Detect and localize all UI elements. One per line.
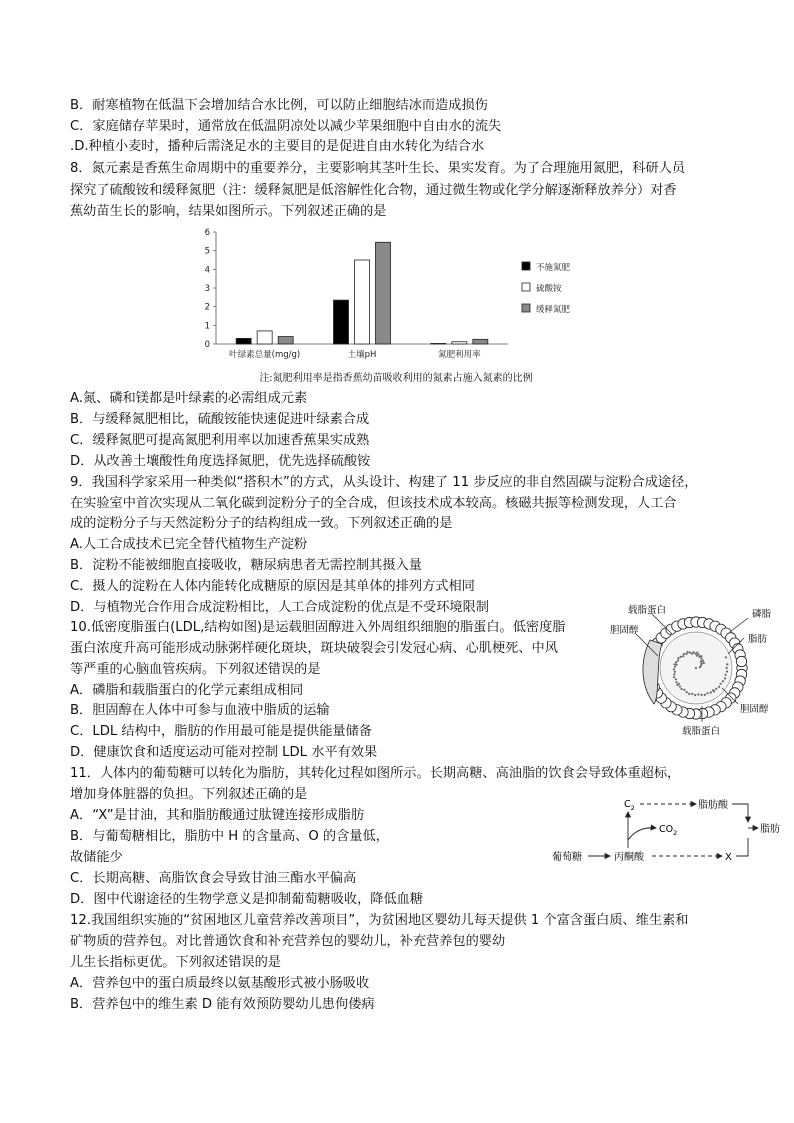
q8-option-b: B．与缓释氮肥相比，硫酸铵能快速促进叶绿素合成	[70, 412, 370, 427]
core-lipid-dot	[673, 676, 675, 678]
q8-stem-line3: 蕉幼苗生长的影响，结果如图所示。下列叙述正确的是	[70, 204, 387, 219]
q11-option-b-line1: B．与葡萄糖相比，脂肪中 H 的含量高、O 的含量低，	[70, 829, 389, 844]
q8-option-d: D．从改善土壤酸性角度选择氮肥，优先选择硫酸铵	[70, 454, 371, 469]
label-cholesterol-left: 胆固醇	[610, 625, 639, 636]
core-lipid-dot	[700, 664, 702, 666]
label-apolipoprotein-top: 载脂蛋白	[628, 605, 667, 616]
core-lipid-dot	[673, 673, 675, 675]
q9-option-b: B．淀粉不能被细胞直接吸收，糖尿病患者无需控制其摄入量	[70, 558, 422, 573]
core-lipid-dot	[675, 664, 677, 666]
chart-note: 注:氮肥利用率是指香蕉幼苗吸收利用的氮素占施入氮素的比例	[259, 373, 533, 384]
core-lipid-dot	[675, 681, 677, 683]
core-lipid-dot	[725, 656, 727, 658]
label-co2: $CO_2$	[659, 824, 678, 837]
q7-option-c: C．家庭储存苹果时，通常放在低温阴凉处以减少苹果细胞中自由水的流失	[70, 119, 502, 134]
q9-option-a: A.人工合成技术已完全替代植物生产淀粉	[70, 537, 308, 552]
q11-option-a: A．“X”是甘油，其和脂肪酸通过肽键连接形成脂肪	[70, 808, 365, 823]
core-lipid-dot	[686, 691, 688, 693]
core-lipid-dot	[724, 677, 726, 679]
q11-stem-line2: 增加身体脏器的负担。下列叙述正确的是	[70, 787, 308, 802]
y-tick-label: 6	[204, 228, 210, 238]
label-fatty-acid: 脂肪酸	[698, 800, 728, 811]
q8-bar-chart	[200, 222, 592, 388]
label-c2: $C_2$	[624, 799, 635, 812]
core-lipid-dot	[687, 651, 689, 653]
label-pyruvate: 丙酮酸	[614, 852, 644, 863]
core-lipid-dot	[673, 668, 675, 670]
bar-1-1	[355, 260, 370, 344]
bar-0-2	[431, 343, 446, 344]
q11-option-d: D．图中代谢途径的生物学意义是抑制葡萄糖吸收，降低血糖	[70, 892, 424, 907]
label-apolipoprotein-bottom: 载脂蛋白	[682, 726, 721, 737]
bar-0-0	[236, 338, 251, 344]
q9-stem-line3: 成的淀粉分子与天然淀粉分子的结构组成一致。下列叙述正确的是	[70, 516, 453, 531]
y-tick-label: 1	[204, 321, 210, 332]
y-tick-label: 4	[204, 265, 210, 276]
core-lipid-dot	[674, 671, 676, 673]
core-lipid-dot	[680, 656, 682, 658]
core-lipid-dot	[694, 694, 696, 696]
legend-label: 缓释氮肥	[536, 305, 571, 315]
core-lipid-dot	[697, 693, 699, 695]
q12-stem-line2: 矿物质的营养包。对比普通饮食和补充营养包的婴幼儿，补充营养包的婴幼	[70, 934, 506, 949]
bar-1-0	[257, 331, 272, 344]
q12-option-a: A．营养包中的蛋白质最终以氨基酸形式被小肠吸收	[70, 976, 370, 991]
arrow-x-fat	[736, 838, 748, 856]
q9-option-c: C．摄人的淀粉在人体内能转化成糖原的原因是其单体的排列方式相同	[70, 579, 475, 594]
core-lipid-dot	[675, 661, 677, 663]
core-lipid-dot	[726, 663, 728, 665]
core-lipid-dot	[681, 688, 683, 690]
q11-option-c: C．长期高糖、高脂饮食会导致甘油三酯水平偏高	[70, 871, 357, 886]
x-category-label: 土壤pH	[347, 350, 377, 360]
core-lipid-dot	[718, 686, 720, 688]
y-tick-label: 2	[204, 302, 210, 313]
q11-stem-line1: 11．人体内的葡萄糖可以转化为脂肪，其转化过程如图所示。长期高糖、高油脂的饮食会导致体重超标，	[70, 766, 681, 781]
ldl-structure-figure	[610, 600, 782, 740]
core-lipid-dot	[701, 658, 703, 660]
arrow-co2	[628, 828, 656, 840]
core-lipid-dot	[704, 694, 706, 696]
y-tick-label: 0	[204, 340, 210, 350]
q8-stem-line1: 8．氮元素是香蕉生命周期中的重要养分，主要影响其茎叶生长、果实发育。为了合理施用氮肥，科研人员	[70, 161, 686, 176]
legend-swatch	[522, 262, 530, 270]
core-lipid-dot	[683, 653, 685, 655]
core-lipid-dot	[682, 655, 684, 657]
core-lipid-dot	[679, 685, 681, 687]
core-lipid-dot	[696, 655, 698, 657]
core-lipid-dot	[683, 689, 685, 691]
q8-option-c: C．缓释氮肥可提高氮肥利用率以加速香蕉果实成熟	[70, 433, 370, 448]
core-lipid-dot	[677, 659, 679, 661]
core-lipid-dot	[673, 663, 675, 665]
legend-label: 硫酸铵	[536, 284, 562, 294]
q7-option-b: B．耐寒植物在低温下会增加结合水比例，可以防止细胞结冰而造成损伤	[70, 98, 488, 113]
q12-stem-line1: 12.我国组织实施的“贫困地区儿童营养改善项目”，为贫困地区婴幼儿每天提供 1 个富含蛋白质、维生素和	[70, 913, 689, 928]
core-lipid-dot	[675, 678, 677, 680]
core-lipid-dot	[691, 653, 693, 655]
core-lipid-dot	[689, 652, 691, 654]
core-lipid-dot	[720, 683, 722, 685]
y-tick-label: 5	[204, 246, 210, 257]
core-lipid-dot	[677, 657, 679, 659]
core-lipid-dot	[688, 693, 690, 695]
label-glucose: 葡萄糖	[552, 852, 582, 863]
core-lipid-dot	[715, 688, 717, 690]
core-lipid-dot	[712, 689, 714, 691]
q11-option-b-line2: 故储能少	[70, 850, 123, 865]
glucose-to-fat-pathway	[552, 792, 788, 864]
core-lipid-dot	[685, 653, 687, 655]
legend-label: 不施氮肥	[536, 263, 571, 273]
core-lipid-dot	[702, 660, 704, 662]
q10-stem-line3: 等严重的心脑血管疾病。下列叙述错误的是	[70, 662, 321, 677]
q9-stem-line2: 在实验室中首次实现从二氧化碳到淀粉分子的全合成，但该技术成本较高。核磁共振等检测发现，人工合	[70, 496, 677, 511]
bar-2-1	[376, 242, 391, 344]
legend-swatch	[522, 283, 530, 291]
q10-stem-line1: 10.低密度脂蛋白(LDL,结构如图)是运载胆固醇进入外周组织细胞的脂蛋白。低密度脂	[70, 620, 566, 635]
bar-2-2	[473, 339, 488, 344]
core-lipid-dot	[691, 693, 693, 695]
core-lipid-dot	[695, 653, 697, 655]
q10-option-a: A．磷脂和载脂蛋白的化学元素组成相同	[70, 683, 304, 698]
bar-2-0	[278, 337, 293, 344]
q9-option-d: D．与植物光合作用合成淀粉相比，人工合成淀粉的优点是不受环境限制	[70, 600, 489, 615]
q10-option-b: B．胆固醇在人体中可参与血液中脂质的运输	[70, 703, 330, 718]
core-lipid-dot	[725, 674, 727, 676]
core-lipid-dot	[703, 662, 705, 664]
q12-option-b: B．营养包中的维生素 D 能有效预防婴幼儿患佝偻病	[70, 997, 375, 1012]
core-lipid-dot	[700, 694, 702, 696]
q12-stem-line3: 儿生长指标更优。下列叙述错误的是	[70, 955, 281, 970]
core-lipid-dot	[707, 692, 709, 694]
core-lipid-dot	[726, 667, 728, 669]
x-category-label: 氮肥利用率	[438, 350, 481, 360]
x-category-label: 叶绿素总量(mg/g)	[229, 350, 301, 360]
q7-option-d: .D.种植小麦时，播种后需浇足水的主要目的是促进自由水转化为结合水	[70, 139, 485, 154]
core-lipid-dot	[674, 666, 676, 668]
phospholipid-head	[736, 656, 746, 666]
q8-stem-line2: 探究了硫酸铵和缓释氮肥（注：缓释氮肥是低溶解性化合物，通过微生物或化学分解逐渐释放养分）对香	[70, 183, 677, 198]
core-lipid-dot	[700, 662, 702, 664]
core-lipid-dot	[710, 691, 712, 693]
core-lipid-dot	[699, 656, 701, 658]
legend-swatch	[522, 304, 530, 312]
core-lipid-dot	[726, 670, 728, 672]
q8-option-a: A.氮、磷和镁都是叶绿素的必需组成元素	[70, 391, 308, 406]
label-x: X	[725, 852, 732, 863]
label-cholesterol-right: 胆固醇	[740, 704, 769, 715]
core-lipid-dot	[722, 680, 724, 682]
q10-option-d: D．健康饮食和适度运动可能对控制 LDL 水平有效果	[70, 745, 378, 760]
bar-1-2	[452, 342, 467, 344]
label-fat-node: 脂肪	[760, 824, 780, 835]
core-lipid-dot	[700, 660, 702, 662]
label-phospholipid: 磷脂	[752, 609, 772, 620]
core-lipid-dot	[695, 667, 697, 669]
q9-stem-line1: 9．我国科学家采用一种类似“搭积木”的方式，从头设计、构建了 11 步反应的非自然固碳与淀粉合成途径，	[70, 475, 698, 490]
q10-stem-line2: 蛋白浓度升高可能形成动脉粥样硬化斑块，斑块破裂会引发冠心病、心肌梗死、中风	[70, 641, 558, 656]
label-fat: 脂肪	[748, 634, 768, 645]
bar-0-1	[334, 300, 349, 344]
q10-option-c: C．LDL 结构中，脂肪的作用最可能是提供能量储备	[70, 724, 372, 739]
arrow-fattyacid-fat	[732, 804, 748, 822]
core-lipid-dot	[678, 683, 680, 685]
y-tick-label: 3	[204, 284, 210, 294]
